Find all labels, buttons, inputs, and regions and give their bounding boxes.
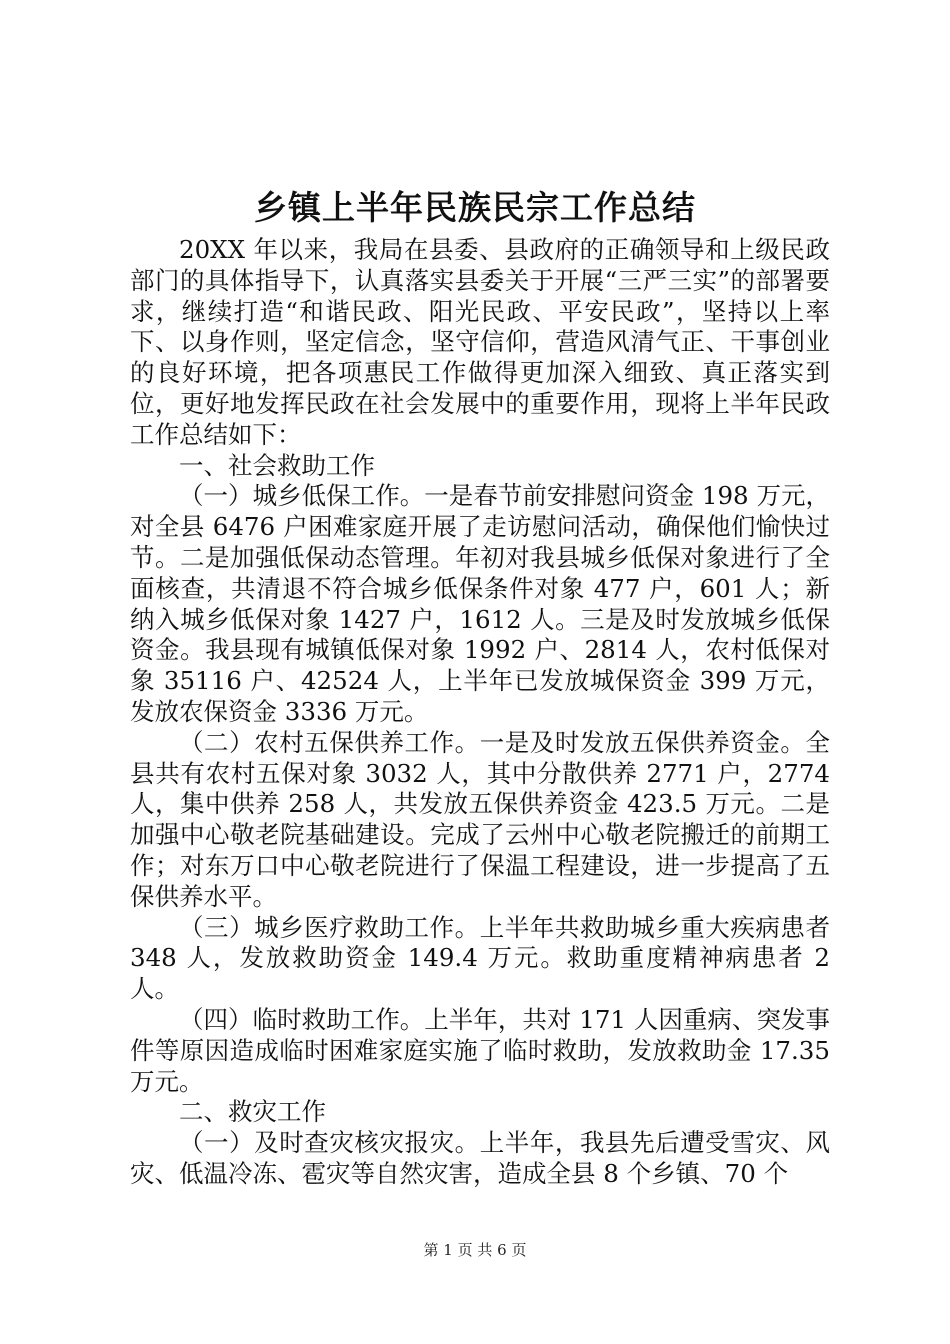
paragraph-urban-rural-dibao: （一）城乡低保工作。一是春节前安排慰问资金 198 万元，对全县 6476 户困难家庭开展了走访慰问活动，确保他们愉快过节。二是加强低保动态管理。年初对我县城乡低保对象进行了全面核查，共清退不符合城乡低保条件对象 477 户，601 人；新纳入城乡低保对象 1427 户，1612 人。三是及时发放城乡低保资金。我县现有城镇低保对象 1992 户、2814 人，农村低保对象 35116 户、42524 人，上半年已发放城保资金 399 万元，发放农保资金 3336 万元。 [130,481,830,726]
paragraph-intro: 20XX 年以来，我局在县委、县政府的正确领导和上级民政部门的具体指导下，认真落实县委关于开展“三严三实”的部署要求，继续打造“和谐民政、阳光民政、平安民政”，坚持以上率下、以身作则，坚定信念，坚守信仰，营造风清气正、干事创业的良好环境，把各项惠民工作做得更加深入细致、真正落实到位，更好地发挥民政在社会发展中的重要作用，现将上半年民政工作总结如下： [130,235,830,449]
paragraph-medical-assistance: （三）城乡医疗救助工作。上半年共救助城乡重大疾病患者 348 人，发放救助资金 149.4 万元。救助重度精神病患者 2 人。 [130,912,830,1004]
paragraph-temporary-assistance: （四）临时救助工作。上半年，共对 171 人因重病、突发事件等原因造成临时困难家庭实施了临时救助，发放救助金 17.35 万元。 [130,1004,830,1096]
section-heading-social-assistance: 一、社会救助工作 [179,450,375,480]
paragraph-disaster-reporting: （一）及时查灾核灾报灾。上半年，我县先后遭受雪灾、风灾、低温冷冻、雹灾等自然灾害，造成全县 8 个乡镇、70 个 [130,1128,830,1188]
page-number-footer: 第 1 页 共 6 页 [423,1241,527,1259]
section-heading-disaster-relief: 二、救灾工作 [179,1097,326,1127]
paragraph-rural-wubao: （二）农村五保供养工作。一是及时发放五保供养资金。全县共有农村五保对象 3032 人，其中分散供养 2771 户，2774 人，集中供养 258 人，共发放五保供养资金 423.5 万元。二是加强中心敬老院基础建设。完成了云州中心敬老院搬迁的前期工作；对东万口中心敬老院进行了保温工程建设，进一步提高了五保供养水平。 [130,727,830,911]
document-title: 乡镇上半年民族民宗工作总结 [254,188,696,227]
document-body [130,235,830,1190]
